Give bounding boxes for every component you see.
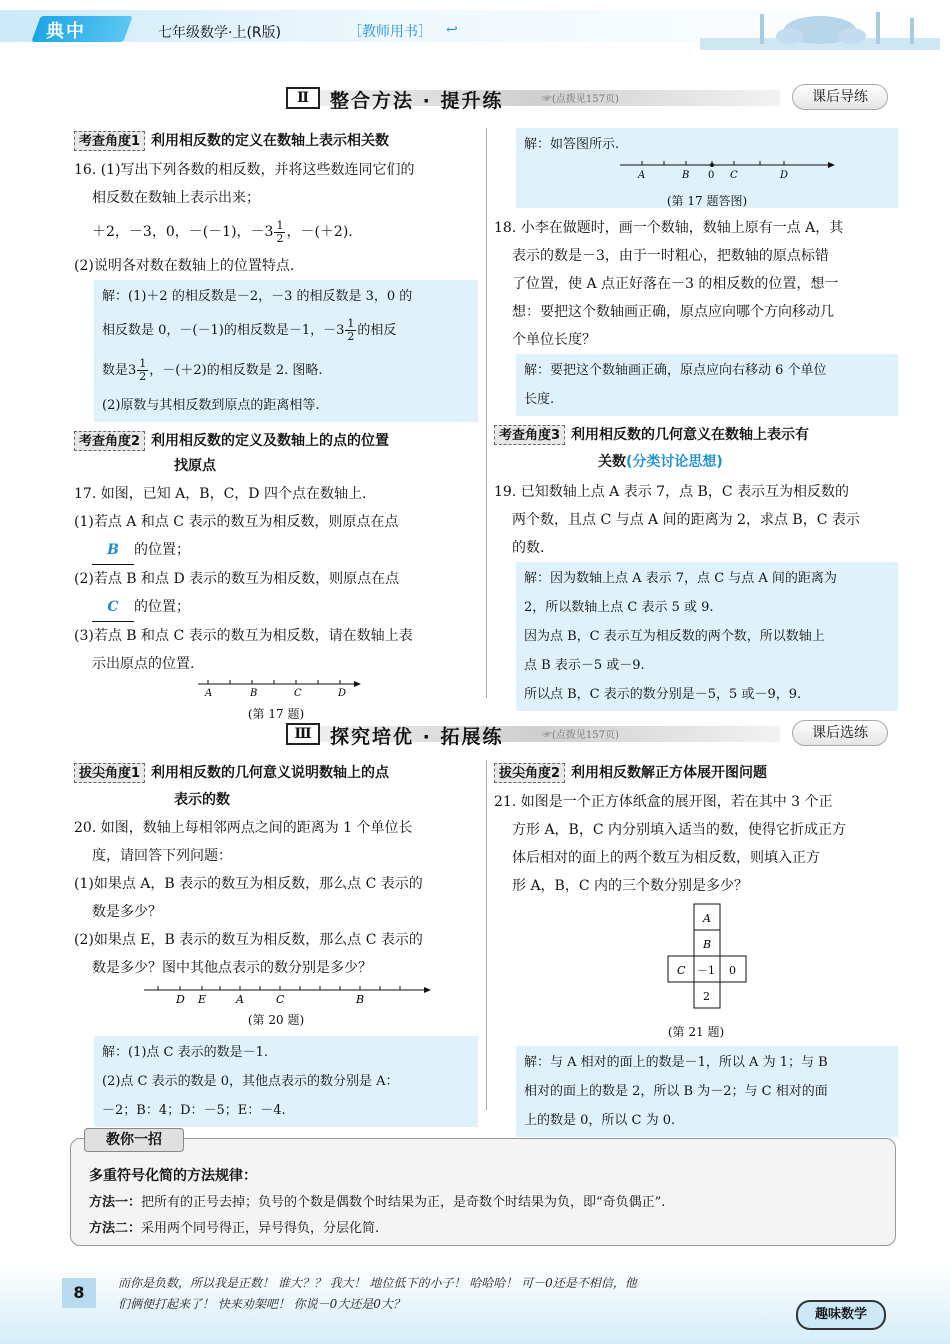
q21-answer [516, 1046, 898, 1137]
q18-line-4: 想：要把这个数轴画正确，原点应向哪个方向移动几 [512, 304, 834, 320]
q16-answer-3b: ，－(＋2)的相反数是 2. 图略. [149, 363, 323, 378]
q21-answer-line-3: 上的数是 0，所以 C 为 0. [524, 1113, 676, 1128]
tips-title: 多重符号化简的方法规律： [89, 1168, 257, 1184]
q21-line-1: 21. 如图是一个正方体纸盒的展开图，若在其中 3 个正 [494, 794, 833, 810]
q21-answer-line-1: 解：与 A 相对的面上的数是－1，所以 A 为 1；与 B [524, 1055, 828, 1070]
q16-answer-3a: 数是3 [102, 363, 137, 378]
footer-story-line-2: 们俩便打起来了！ 快来劝架吧！ 你说－0大还是0大？ [118, 1297, 405, 1311]
angle-3-title-1: 利用相反数的几何意义在数轴上表示有 [571, 427, 810, 443]
q19-line-1: 19. 已知数轴上点 A 表示 7，点 B，C 表示互为相反数的 [494, 484, 849, 500]
q16-line-3 [74, 212, 478, 252]
q20-answer [94, 1036, 478, 1127]
section-3-ref: ☞(点拨见157页) [542, 730, 619, 741]
q20-number-line [74, 982, 478, 1006]
q19-answer-line-5: 所以点 B，C 表示的数分别是－5，5 或－9，9. [524, 687, 802, 702]
footer-story [118, 1273, 778, 1315]
cube-cell-b: B [703, 938, 712, 951]
q16-answer-line-3 [102, 351, 470, 391]
q19-answer-line-3: 因为点 B，C 表示互为相反数的两个数，所以数轴上 [524, 629, 825, 644]
angle-1-header [74, 130, 478, 154]
tips-method-2 [89, 1217, 379, 1236]
angle-4-title-1: 利用相反数的几何意义说明数轴上的点 [151, 765, 390, 781]
q18-answer [516, 354, 898, 416]
q20-line-4: 数是多少？ [92, 904, 162, 920]
q17-text-3: 的位置； [134, 542, 190, 558]
cube-net-diagram [494, 900, 898, 1018]
book-title: 七年级数学·上(R版) [158, 25, 282, 41]
q17-answer-text: 解：如答图所示. [524, 137, 620, 152]
q19-answer-line-2: 2，所以数轴上点 C 表示 5 或 9. [524, 600, 714, 615]
q20-line-6: 数是多少？图中其他点表示的数分别是多少？ [92, 960, 372, 976]
tips-box [70, 1138, 896, 1246]
method-1-text: 把所有的正号去掉；负号的个数是偶数个时结果为正，是奇数个时结果为负，即“奇负偶正”. [141, 1195, 666, 1210]
q16-line-4: (2)说明各对数在数轴上的位置特点. [74, 258, 295, 274]
q20-line-2: 度，请回答下列问题： [92, 848, 232, 864]
angle-2-header [74, 430, 478, 478]
page-number: 8 [62, 1278, 96, 1308]
page-header [0, 0, 950, 55]
column-divider-lower [486, 760, 487, 1110]
fraction-denominator: 2 [347, 330, 355, 343]
fraction-denominator: 2 [139, 370, 147, 383]
q20-line-1: 20. 如图，数轴上每相邻两点之间的距离为 1 个单位长 [74, 820, 413, 836]
q17-answer [516, 128, 898, 208]
q19-line-2: 两个数，且点 C 与点 A 间的距离为 2，求点 B，C 表示 [512, 512, 860, 528]
angle-5-title: 利用相反数解正方体展开图问题 [571, 765, 768, 781]
q18-line-1: 18. 小李在做题时，画一个数轴，数轴上原有一点 A，其 [494, 220, 844, 236]
fun-math-badge: 趣味数学 [796, 1300, 886, 1330]
section-2-title: 整合方法 · 提升练 [330, 90, 504, 112]
q18-answer-line-1: 解：要把这个数轴画正确，原点应向右移动 6 个单位 [524, 363, 827, 378]
q19-answer-line-1: 解：因为数轴上点 A 表示 7，点 C 与点 A 间的距离为 [524, 571, 837, 586]
axis-label-d: D [176, 993, 185, 1006]
fraction [137, 358, 148, 383]
angle-3-header [494, 424, 898, 476]
angle-5-header [494, 762, 898, 786]
q17-line-6: (3)若点 B 和点 C 表示的数互为相反数，请在数轴上表 [74, 628, 413, 644]
section-2-tag: 课后导练 [792, 84, 888, 110]
fraction-numerator: 1 [139, 357, 147, 370]
q17-answer-caption: (第 17 题答图) [666, 194, 748, 208]
angle-1-tag: 考查角度1 [74, 131, 145, 151]
axis-label-d: D [338, 688, 347, 699]
section-2-number: Ⅱ [286, 87, 320, 109]
q18-line-2: 表示的数是－3，由于一时粗心，把数轴的原点标错 [512, 248, 829, 264]
axis-label-c: C [276, 993, 285, 1006]
q17-number-line [74, 678, 478, 700]
q18-line-3: 了位置，使 A 点正好落在－3 的相反数的位置，想一 [512, 276, 839, 292]
q20-answer-line-2: (2)点 C 表示的数是 0，其他点表示的数分别是 A： [102, 1074, 399, 1089]
angle-2-tag: 考查角度2 [74, 431, 145, 451]
q16-numbers-end: ，－(＋2). [286, 224, 353, 240]
cube-cell-c: C [677, 964, 686, 977]
section-3-bar [70, 720, 894, 748]
q20-line-5: (2)如果点 E，B 表示的数互为相反数，那么点 C 表示的 [74, 932, 423, 948]
axis-label-c: C [294, 688, 302, 699]
section-2-bar [70, 84, 894, 112]
axis-label-d: D [780, 170, 789, 181]
q17-caption: (第 17 题) [247, 707, 305, 721]
q16-line-2: 相反数在数轴上表示出来； [92, 190, 260, 206]
tips-method-1 [89, 1191, 665, 1210]
cube-cell-zero: 0 [729, 964, 736, 977]
q16-answer-line-1: 解：(1)＋2 的相反数是－2，－3 的相反数是 3，0 的 [102, 289, 413, 304]
cube-cell-minus-one: －1 [697, 964, 715, 977]
angle-5-tag: 拔尖角度2 [494, 763, 565, 783]
q21-line-3: 体后相对的面上的两个数互为相反数，则填入正方 [512, 850, 820, 866]
q17-line-1: 17. 如图，已知 A，B，C，D 四个点在数轴上. [74, 486, 367, 502]
section-2-ref: ☞(点拨见157页) [542, 94, 619, 105]
axis-label-a: A [236, 993, 244, 1006]
axis-label-origin: 0 [708, 170, 715, 181]
fraction [274, 220, 285, 245]
section-3-number: Ⅲ [286, 723, 320, 745]
method-2-label: 方法二： [89, 1221, 142, 1236]
q16-answer [94, 280, 478, 422]
angle-2-title-2: 找原点 [174, 458, 216, 474]
angle-3-title-2: 关数 [598, 454, 626, 470]
q21-line-4: 形 A，B，C 内的三个数分别是多少？ [512, 878, 749, 894]
fraction-numerator: 1 [276, 218, 284, 232]
q16-answer-line-4: (2)原数与其相反数到原点的距离相等. [102, 398, 320, 413]
q16-answer-line-2 [102, 311, 470, 351]
right-column-bottom [494, 762, 898, 1137]
logo-text: 典中 [46, 21, 86, 42]
return-icon: ↩ [446, 22, 458, 38]
q16-numbers: ＋2，－3，0，－(－1)，－3 [92, 224, 274, 240]
footer-story-line-1: 而你是负数，所以我是正数！ 谁大？？ 我大！ 地位低下的小子！ 哈哈哈！ 可－0还是不相信，他 [118, 1276, 637, 1290]
q17-answer-number-line [524, 159, 884, 181]
axis-label-b: B [250, 688, 258, 699]
axis-label-b: B [682, 170, 690, 181]
q17-answer-1: B [92, 536, 134, 565]
q19-line-3: 的数. [512, 540, 545, 556]
q21-line-2: 方形 A，B，C 内分别填入适当的数，使得它折成正方 [512, 822, 847, 838]
fraction-denominator: 2 [276, 231, 284, 245]
right-column-top [494, 128, 898, 711]
cube-cell-a: A [703, 912, 711, 925]
fraction-numerator: 1 [347, 317, 355, 330]
axis-label-a: A [638, 170, 646, 181]
angle-4-tag: 拔尖角度1 [74, 763, 145, 783]
q17-text-5: 的位置； [134, 599, 190, 615]
q21-answer-line-2: 相对的面上的数是 2，所以 B 为－2；与 C 相对的面 [524, 1084, 828, 1099]
q20-line-3: (1)如果点 A，B 表示的数互为相反数，那么点 C 表示的 [74, 876, 423, 892]
angle-3-tag: 考查角度3 [494, 425, 565, 445]
section-3-title: 探究培优 · 拓展练 [330, 726, 504, 748]
angle-1-title: 利用相反数的定义在数轴上表示相关数 [151, 133, 390, 149]
q17-line-3 [74, 536, 478, 565]
q16-answer-2a: 相反数是 0，－(－1)的相反数是－1，－3 [102, 323, 345, 338]
q17-line-4: (2)若点 B 和点 D 表示的数互为相反数，则原点在点 [74, 571, 400, 587]
angle-3-hint: (分类讨论思想) [626, 454, 723, 470]
left-column-top [74, 130, 478, 724]
q21-caption: (第 21 题) [667, 1025, 725, 1039]
q19-answer [516, 562, 898, 711]
q18-line-5: 个单位长度？ [512, 332, 596, 348]
column-divider [486, 128, 487, 698]
angle-4-header [74, 762, 478, 812]
method-1-label: 方法一： [89, 1195, 142, 1210]
cube-cell-two: 2 [703, 990, 710, 1003]
q16-answer-2b: 的相反 [357, 323, 397, 338]
angle-4-title-2: 表示的数 [174, 792, 230, 808]
q20-caption: (第 20 题) [247, 1013, 305, 1027]
q20-answer-line-1: 解：(1)点 C 表示的数是－1. [102, 1045, 269, 1060]
q17-line-7: 示出原点的位置. [92, 656, 195, 672]
q20-answer-line-3: －2；B：4；D：－5；E：－4. [102, 1103, 286, 1118]
mosque-skyline-icon [700, 8, 940, 50]
axis-label-c: C [730, 170, 738, 181]
section-3-tag: 课后选练 [792, 720, 888, 746]
q17-line-2: (1)若点 A 和点 C 表示的数互为相反数，则原点在点 [74, 514, 399, 530]
q17-answer-2: C [92, 593, 134, 622]
tips-tag: 教你一招 [84, 1128, 184, 1152]
axis-label-b: B [356, 993, 365, 1006]
q17-line-5 [74, 593, 478, 622]
teacher-edition-tag: ［教师用书］ [348, 24, 432, 40]
angle-2-title-1: 利用相反数的定义及数轴上的点的位置 [151, 433, 390, 449]
left-column-bottom [74, 762, 478, 1127]
q16-line-1: 16. (1)写出下列各数的相反数，并将这些数连同它们的 [74, 162, 415, 178]
axis-label-a: A [205, 688, 213, 699]
fraction [345, 318, 356, 343]
q19-answer-line-4: 点 B 表示－5 或－9. [524, 658, 645, 673]
q18-answer-line-2: 长度. [524, 392, 555, 407]
axis-label-e: E [198, 993, 207, 1006]
method-2-text: 采用两个同号得正，异号得负，分层化简. [141, 1221, 380, 1236]
